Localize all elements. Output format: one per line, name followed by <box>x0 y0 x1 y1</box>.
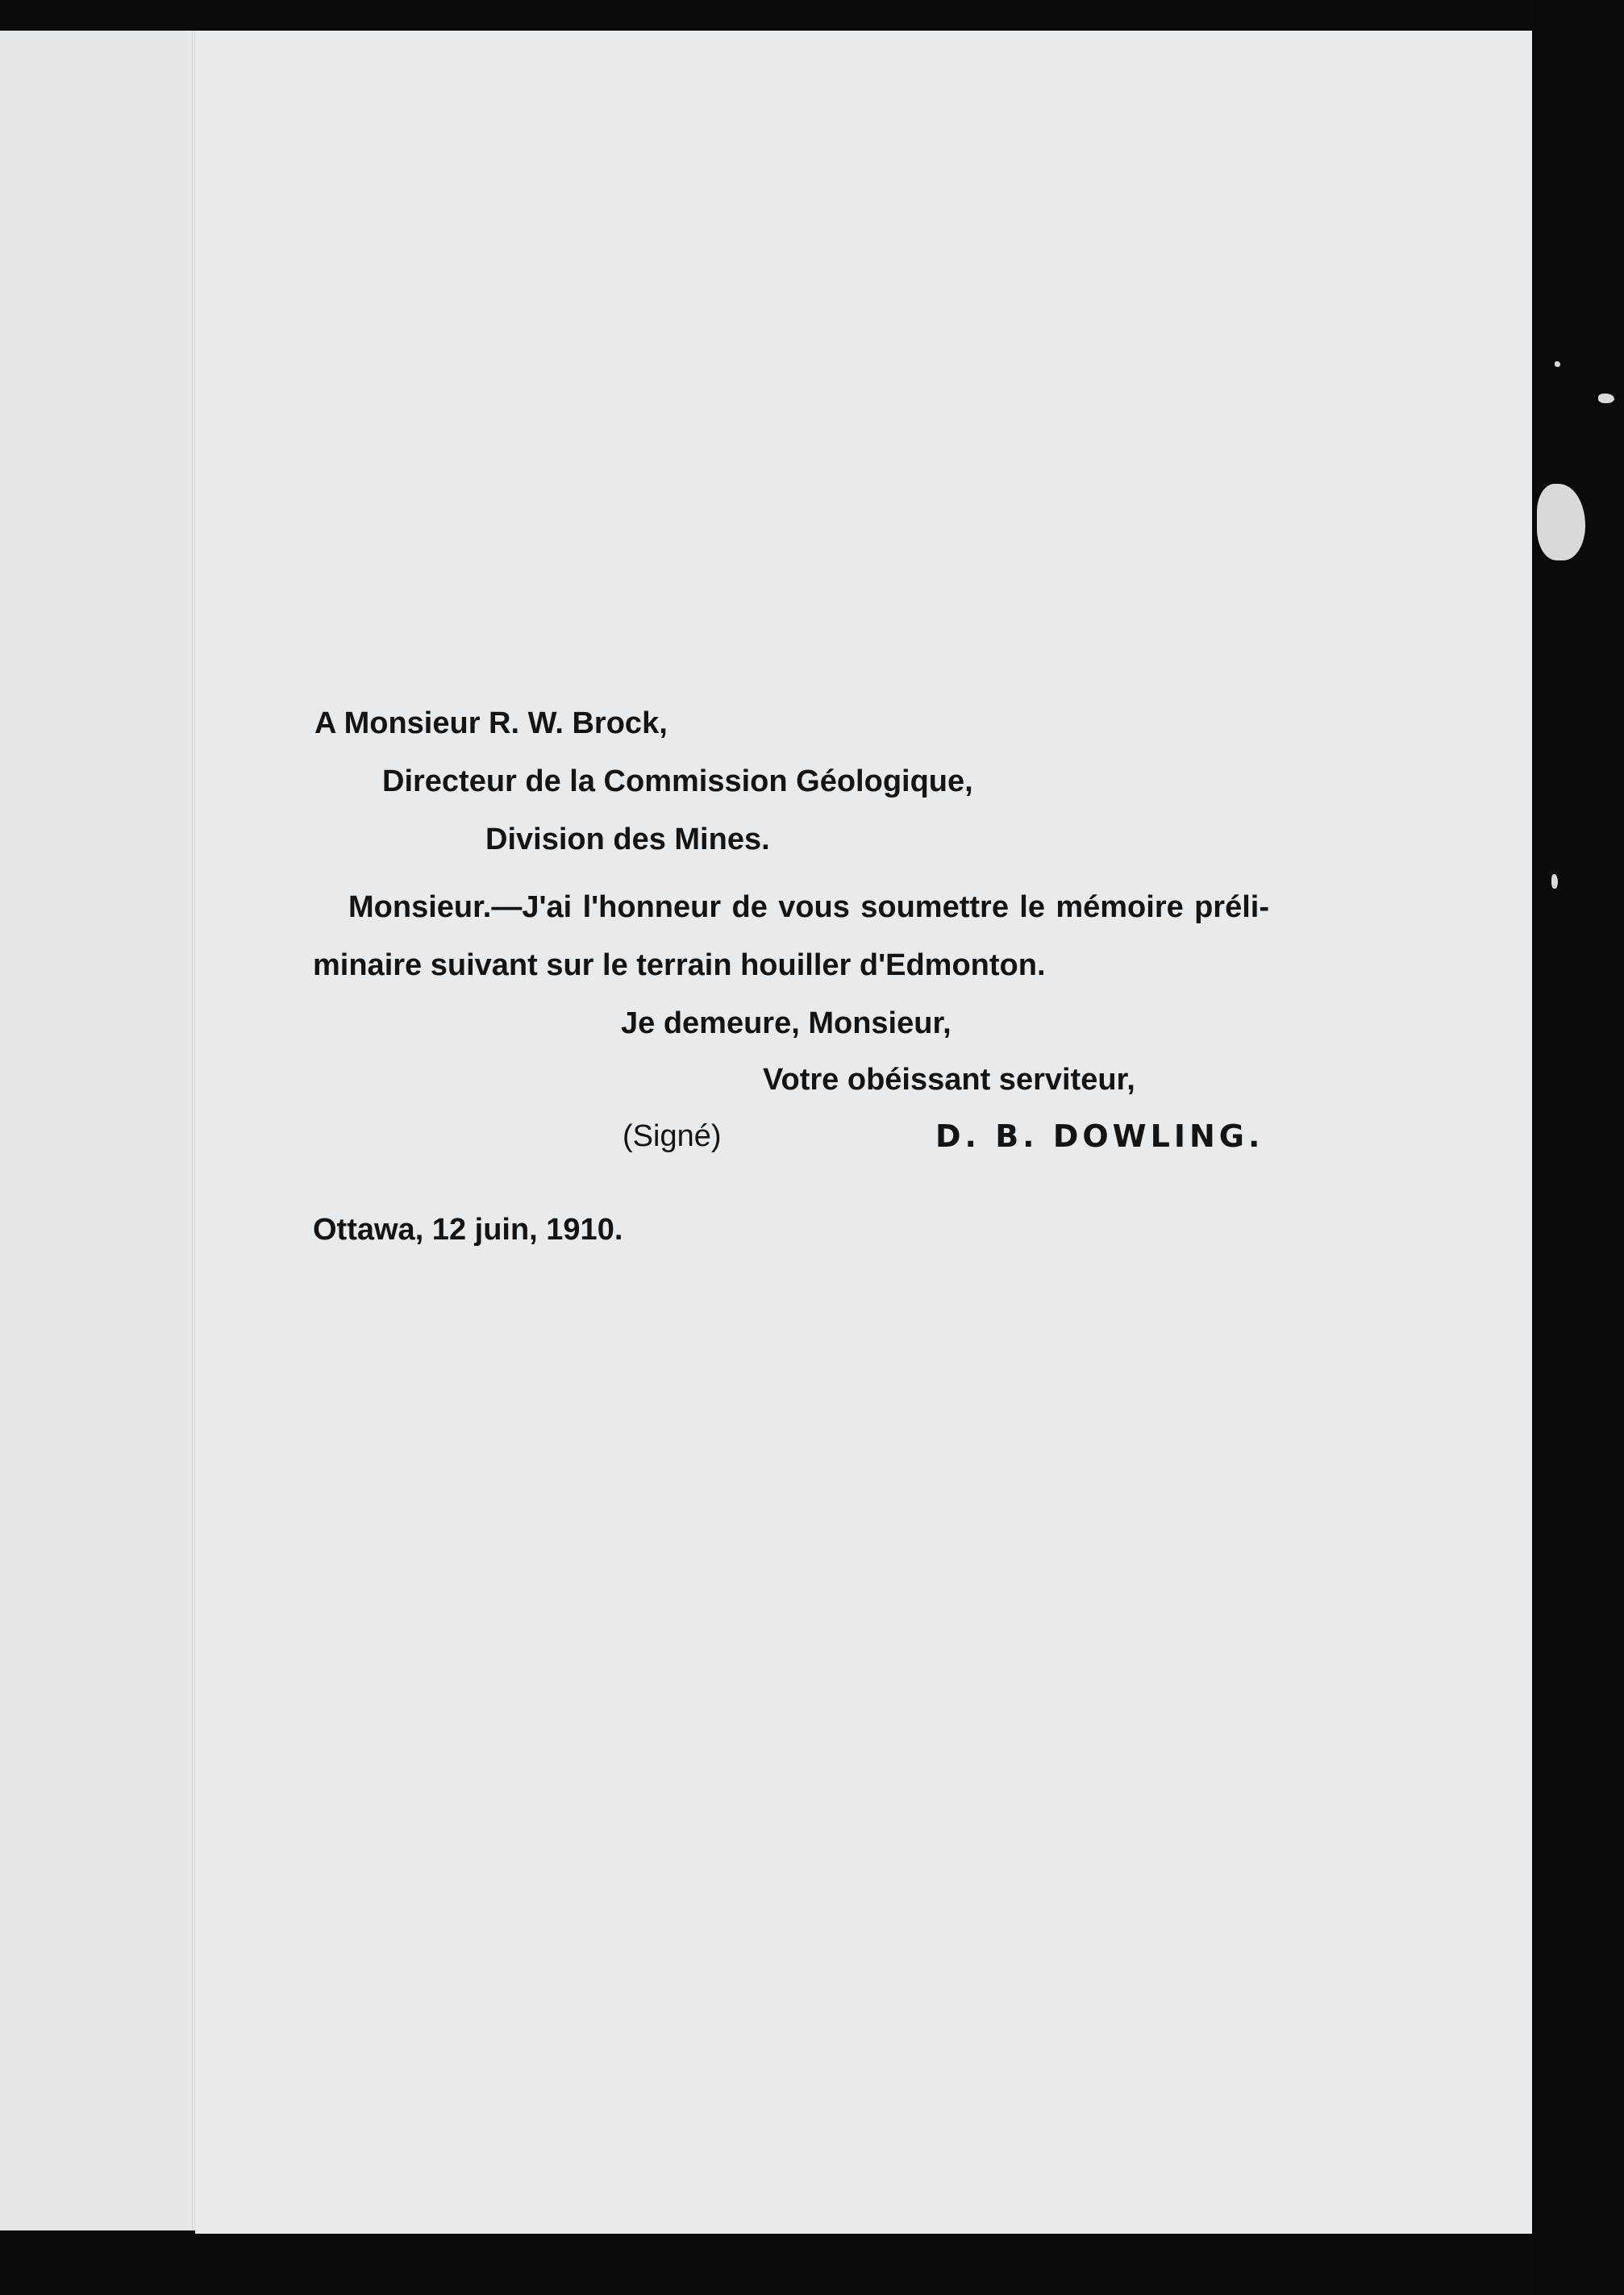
body-line-1: Monsieur.—J'ai l'honneur de vous soumettre le mémoire préli- <box>348 890 1269 924</box>
signature: D. B. DOWLING. <box>935 1118 1264 1154</box>
scan-speck <box>1555 361 1560 367</box>
recipient-division: Division des Mines. <box>485 823 770 856</box>
scan-speck <box>1551 874 1558 889</box>
scan-speck <box>1598 394 1614 403</box>
closing-line-2: Votre obéissant serviteur, <box>763 1063 1135 1097</box>
recipient-title: Directeur de la Commission Géologique, <box>382 764 973 798</box>
signed-label: (Signé) <box>623 1119 722 1153</box>
letter-page <box>195 31 1532 2234</box>
closing-line-1: Je demeure, Monsieur, <box>621 1006 951 1040</box>
facing-page-edge <box>0 31 194 2230</box>
body-line-2: minaire suivant sur le terrain houiller d'Edmonton. <box>313 948 1046 982</box>
place-date: Ottawa, 12 juin, 1910. <box>313 1213 623 1247</box>
scan-border <box>1532 0 1624 2295</box>
salutation: A Monsieur R. W. Brock, <box>314 706 668 740</box>
